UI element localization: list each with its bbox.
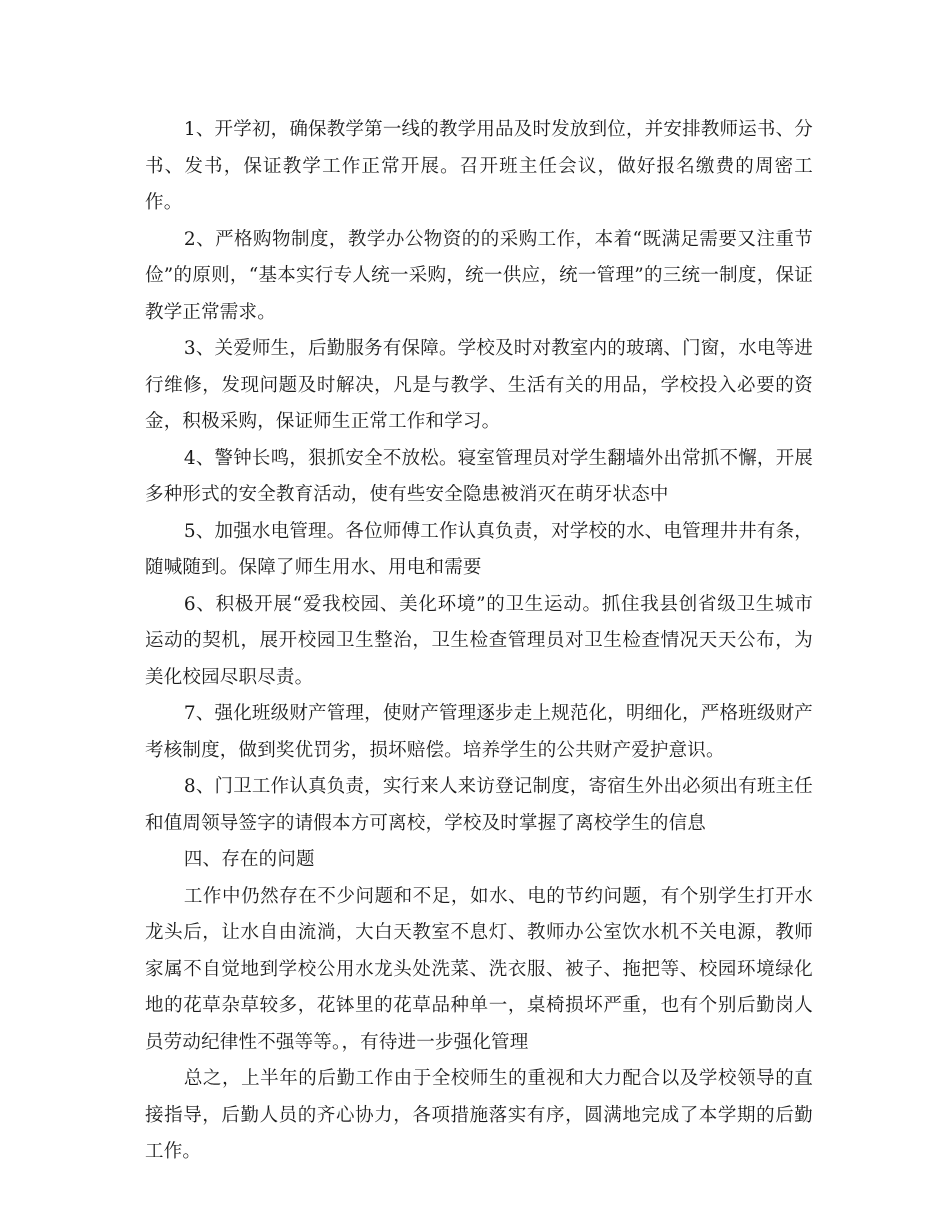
paragraph-item-8: 8、门卫工作认真负责，实行来人来访登记制度，寄宿生外出必须出有班主任和值周领导签字的请假本方可离校，学校及时掌握了离校学生的信息 [145,776,813,834]
paragraph-item-5: 5、加强水电管理。各位师傅工作认真负责，对学校的水、电管理井井有条，随喊随到。保障了师生用水、用电和需要 [145,520,813,578]
paragraph-item-2: 2、严格购物制度，教学办公物资的的采购工作，本着“既满足需要又注重节俭”的原则，“基本实行专人统一采购，统一供应，统一管理”的三统一制度，保证教学正常需求。 [145,228,813,323]
paragraph-item-4: 4、警钟长鸣，狠抓安全不放松。寝室管理员对学生翻墙外出常抓不懈，开展多种形式的安全教育活动，使有些安全隐患被消灭在萌牙状态中 [145,447,813,505]
document-page [145,112,813,1171]
paragraph-item-1: 1、开学初，确保教学第一线的教学用品及时发放到位，并安排教师运书、分书、发书，保证教学工作正常开展。召开班主任会议，做好报名缴费的周密工作。 [145,119,813,213]
summary-paragraph: 总之，上半年的后勤工作由于全校师生的重视和大力配合以及学校领导的直接指导，后勤人员的齐心协力，各项措施落实有序，圆满地完成了本学期的后勤工作。 [145,1068,813,1162]
paragraph-item-6: 6、积极开展“爱我校园、美化环境”的卫生运动。抓住我县创省级卫生城市运动的契机，展开校园卫生整治，卫生检查管理员对卫生检查情况天天公布，为美化校园尽职尽责。 [145,593,813,688]
problems-paragraph: 工作中仍然存在不少问题和不足，如水、电的节约问题，有个别学生打开水龙头后，让水自由流淌，大白天教室不息灯、教师办公室饮水机不关电源，教师家属不自觉地到学校公用水龙头处洗菜、洗衣服、被子、拖把等、校园环境绿化地的花草杂草较多，花钵里的花草品种单一，桌椅损坏严重，也有个别后勤岗人员劳动纪律性不强等等。，有待进一步强化管理 [145,885,813,1053]
paragraph-item-7: 7、强化班级财产管理，使财产管理逐步走上规范化，明细化，严格班级财产考核制度，做到奖优罚劣，损坏赔偿。培养学生的公共财产爱护意识。 [145,703,813,761]
paragraph-item-3: 3、关爱师生，后勤服务有保障。学校及时对教室内的玻璃、门窗，水电等进行维修，发现问题及时解决，凡是与教学、生活有关的用品，学校投入必要的资金，积极采购，保证师生正常工作和学习。 [145,338,813,432]
section-heading: 四、存在的问题 [183,849,315,870]
